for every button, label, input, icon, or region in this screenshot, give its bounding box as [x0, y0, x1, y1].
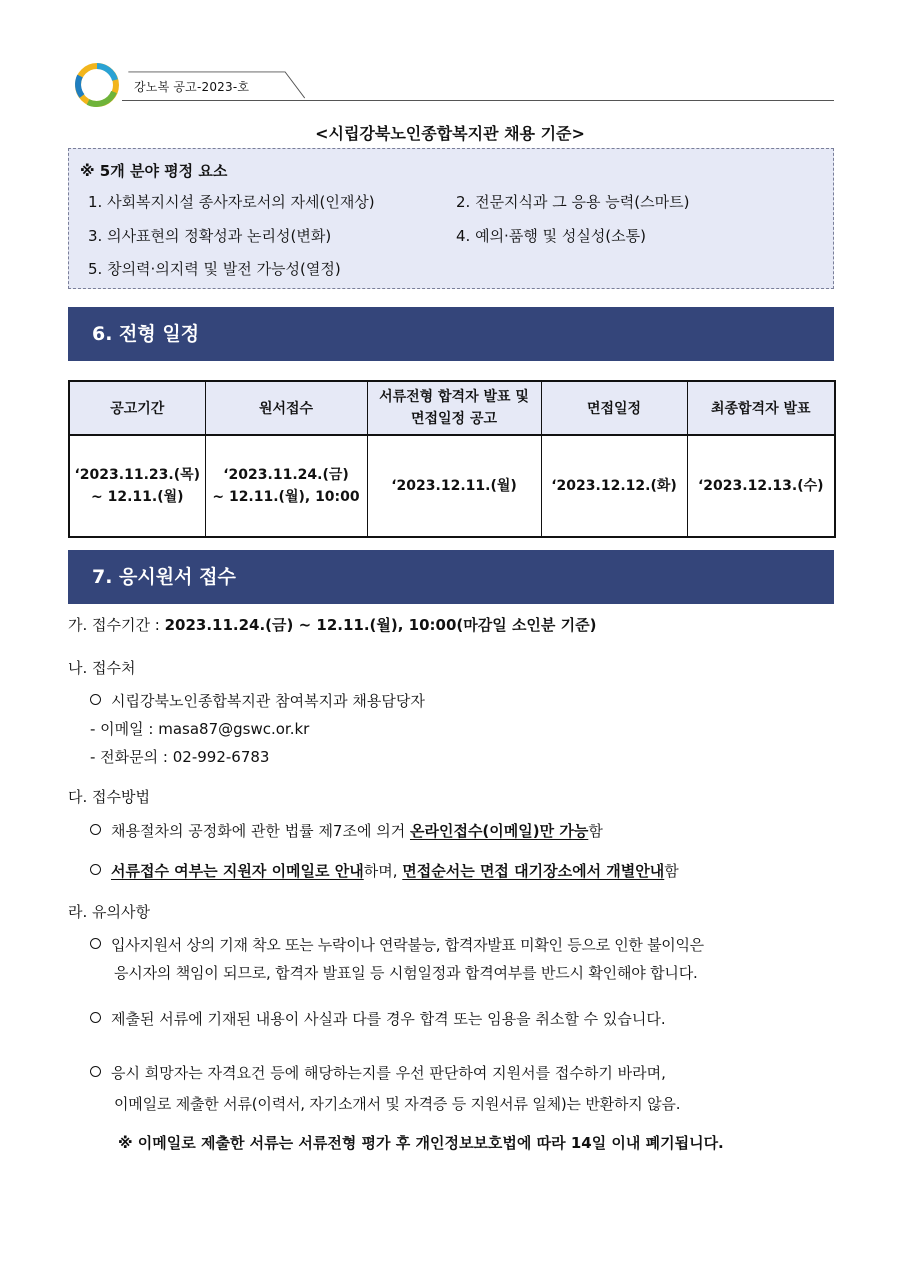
method2-emphasis-1: 서류접수 여부는 지원자 이메일로 안내 — [111, 862, 364, 880]
header-document-result-line2: 면접일정 공고 — [410, 411, 498, 427]
place-phone: - 전화문의 : 02-992-6783 — [90, 748, 270, 766]
header-document-result — [367, 381, 541, 435]
bullet-circle-icon — [90, 1066, 101, 1077]
header-announcement-period: 공고기간 — [69, 381, 205, 435]
cell-document-result: ‘2023.12.11.(월) — [367, 435, 541, 537]
note3-text-1: 응시 희망자는 자격요건 등에 해당하는지를 우선 판단하여 지원서를 접수하기 바라며, — [111, 1064, 666, 1082]
place-main-line — [90, 690, 425, 711]
method1-emphasis: 온라인접수(이메일)만 가능 — [409, 822, 589, 840]
bullet-circle-icon — [90, 694, 101, 705]
header-document-result-line1: 서류전형 합격자 발표 및 — [379, 389, 529, 405]
note-2-line — [90, 1008, 666, 1029]
note-1-line-1 — [90, 934, 704, 955]
method2-mid: 하며, — [363, 862, 403, 880]
cell-application-period — [205, 435, 367, 537]
header-application-period: 원서접수 — [205, 381, 367, 435]
note-1-line-2: 응시자의 책임이 되므로, 합격자 발표일 등 시험일정과 합격여부를 반드시 확인해야 합니다. — [114, 964, 698, 982]
bullet-circle-icon — [90, 1012, 101, 1023]
section-7-header: 7. 응시원서 접수 — [68, 550, 834, 604]
cell-announcement-line2: ~ 12.11.(월) — [90, 489, 184, 505]
criteria-item-5: 5. 창의력·의지력 및 발전 가능성(열정) — [88, 260, 341, 278]
final-notice: ※ 이메일로 제출한 서류는 서류전형 평가 후 개인정보보호법에 따라 14일 이내 폐기됩니다. — [118, 1134, 724, 1152]
cell-application-line2: ~ 12.11.(월), 10:00 — [212, 489, 360, 505]
bullet-circle-icon — [90, 824, 101, 835]
place-email: - 이메일 : masa87@gswc.or.kr — [90, 720, 310, 738]
method-label: 다. 접수방법 — [68, 788, 150, 806]
section-6-header: 6. 전형 일정 — [68, 307, 834, 361]
note-3-line-1 — [90, 1062, 666, 1083]
criteria-item-1: 1. 사회복지시설 종사자로서의 자세(인재상) — [88, 193, 375, 211]
header-divider — [122, 100, 834, 101]
criteria-heading: ※ 5개 분야 평정 요소 — [80, 162, 228, 180]
method2-post: 함 — [664, 862, 679, 880]
note2-text: 제출된 서류에 기재된 내용이 사실과 다를 경우 합격 또는 임용을 취소할 수 있습니다. — [111, 1010, 666, 1028]
note1-text-1: 입사지원서 상의 기재 착오 또는 누락이나 연락불능, 합격자발표 미확인 등으로 인한 불이익은 — [111, 936, 704, 954]
place-main: 시립강북노인종합복지관 참여복지과 채용담당자 — [111, 692, 425, 710]
method1-post: 함 — [588, 822, 603, 840]
organization-logo-icon — [74, 62, 120, 108]
criteria-item-4: 4. 예의·품행 및 성실성(소통) — [456, 227, 646, 245]
method2-emphasis-2: 면접순서는 면접 대기장소에서 개별안내 — [402, 862, 665, 880]
bullet-circle-icon — [90, 938, 101, 949]
document-number: 강노복 공고-2023-호 — [134, 80, 250, 94]
period-line — [68, 614, 596, 635]
period-label: 가. 접수기간 : — [68, 616, 165, 634]
method-line-2 — [90, 860, 679, 881]
criteria-item-2: 2. 전문지식과 그 응용 능력(스마트) — [456, 193, 690, 211]
place-label: 나. 접수처 — [68, 659, 136, 677]
period-value: 2023.11.24.(금) ~ 12.11.(월), 10:00(마감일 소인분 기준) — [164, 616, 597, 634]
criteria-item-3: 3. 의사표현의 정확성과 논리성(변화) — [88, 227, 332, 245]
cell-announcement-period — [69, 435, 205, 537]
method1-pre: 채용절차의 공정화에 관한 법률 제7조에 의거 — [111, 822, 410, 840]
notes-label: 라. 유의사항 — [68, 903, 150, 921]
cell-final-result: ‘2023.12.13.(수) — [687, 435, 835, 537]
method-line-1 — [90, 820, 603, 841]
cell-announcement-line1: ‘2023.11.23.(목) — [74, 467, 201, 483]
note-3-line-2: 이메일로 제출한 서류(이력서, 자기소개서 및 자격증 등 지원서류 일체)는 반환하지 않음. — [114, 1095, 681, 1113]
cell-application-line1: ‘2023.11.24.(금) — [223, 467, 349, 483]
cell-interview-date: ‘2023.12.12.(화) — [541, 435, 687, 537]
schedule-table — [68, 380, 836, 538]
schedule-row — [69, 435, 835, 537]
schedule-header-row — [69, 381, 835, 435]
header-final-result: 최종합격자 발표 — [687, 381, 835, 435]
document-title: <시립강북노인종합복지관 채용 기준> — [315, 124, 585, 143]
header-interview-date: 면접일정 — [541, 381, 687, 435]
bullet-circle-icon — [90, 864, 101, 875]
